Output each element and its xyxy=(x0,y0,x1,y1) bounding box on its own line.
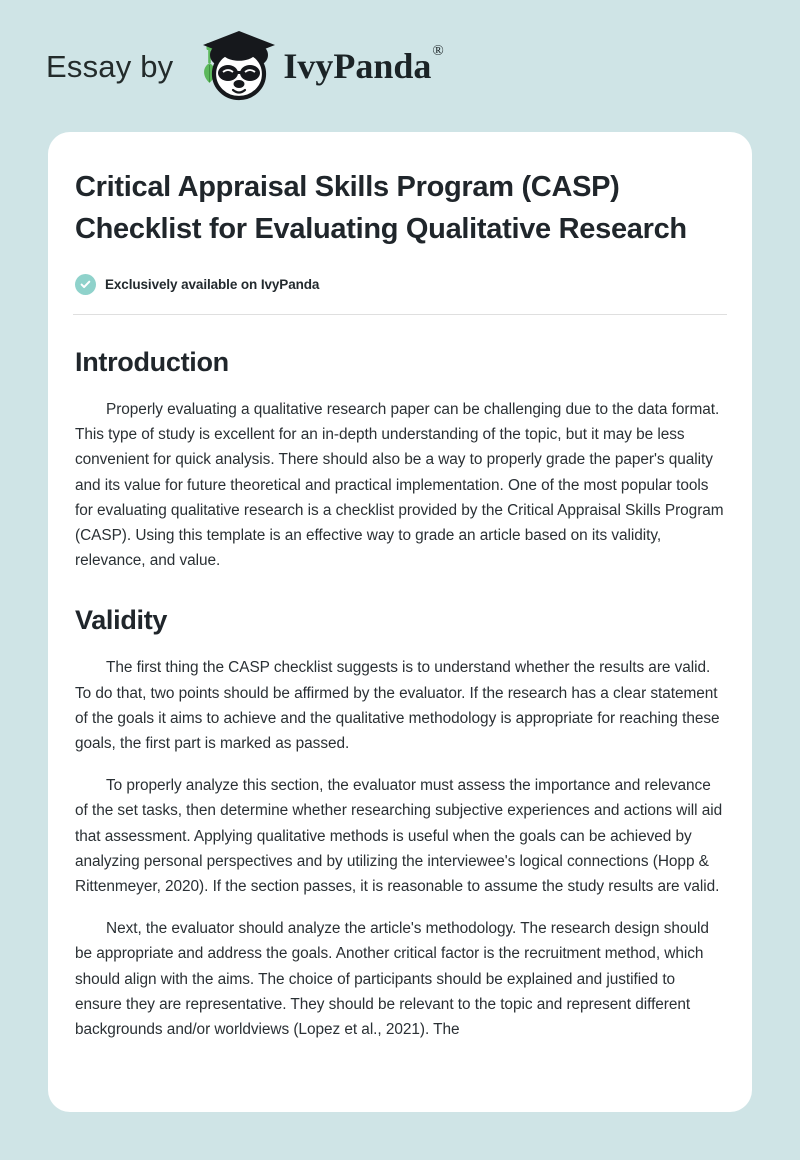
title-divider xyxy=(73,314,727,315)
paragraph: Properly evaluating a qualitative research paper can be challenging due to the data format. This type of study is excellent for an in-depth understanding of the topic, but it may be less convenient for quick analysis. There should also be a way to properly grade the paper's quality and its value for future theoretical and practical implementation. One of the most popular tools for evaluating qualitative research is a checklist provided by the Critical Appraisal Skills Program (CASP). Using this template is an effective way to grade an article based on its validity, relevance, and value. xyxy=(75,401,724,570)
ivypanda-logo[interactable] xyxy=(189,29,442,103)
paragraph: To properly analyze this section, the evaluator must assess the importance and relevance of the set tasks, then determine whether researching subjective experiences and actions will aid that assessment. Applying qualitative methods is useful when the goals can be achieved by analyzing personal perspectives and by utilizing the interviewee's logical connections (Hopp & Rittenmeyer, 2020). If the section passes, it is reasonable to assume the study results are valid. xyxy=(75,777,723,896)
exclusivity-badge-label: Exclusively available on IvyPanda xyxy=(105,277,320,292)
paragraph: Next, the evaluator should analyze the article's methodology. The research design should be appropriate and address the goals. Another critical factor is the recruitment method, which should align with the aims. The choice of participants should be explained and justified to ensure they are representative. They should be relevant to the topic and represent different backgrounds and/or worldviews (Lopez et al., 2021). The xyxy=(75,920,709,1039)
page-title: Critical Appraisal Skills Program (CASP) Checklist for Evaluating Qualitative Research xyxy=(75,171,687,245)
check-circle-icon xyxy=(75,274,96,295)
exclusivity-badge xyxy=(73,274,727,295)
brand-wordmark xyxy=(283,43,444,86)
registered-trademark-symbol: ® xyxy=(432,43,444,59)
brand-header xyxy=(0,0,800,132)
section-heading-introduction: Introduction xyxy=(75,347,229,377)
section-heading-validity: Validity xyxy=(75,605,168,636)
essay-by-label: Essay by xyxy=(46,48,174,84)
panda-graduation-cap-icon xyxy=(189,29,281,103)
brand-name-text: IvyPanda xyxy=(283,46,432,86)
paragraph: The first thing the CASP checklist suggests is to understand whether the results are valid. To do that, two points should be affirmed by the evaluator. If the research has a clear statement of the goals it aims to achieve and the qualitative methodology is appropriate for reaching these goals, the first part is marked as passed. xyxy=(75,659,720,753)
essay-paper-card xyxy=(48,132,752,1112)
